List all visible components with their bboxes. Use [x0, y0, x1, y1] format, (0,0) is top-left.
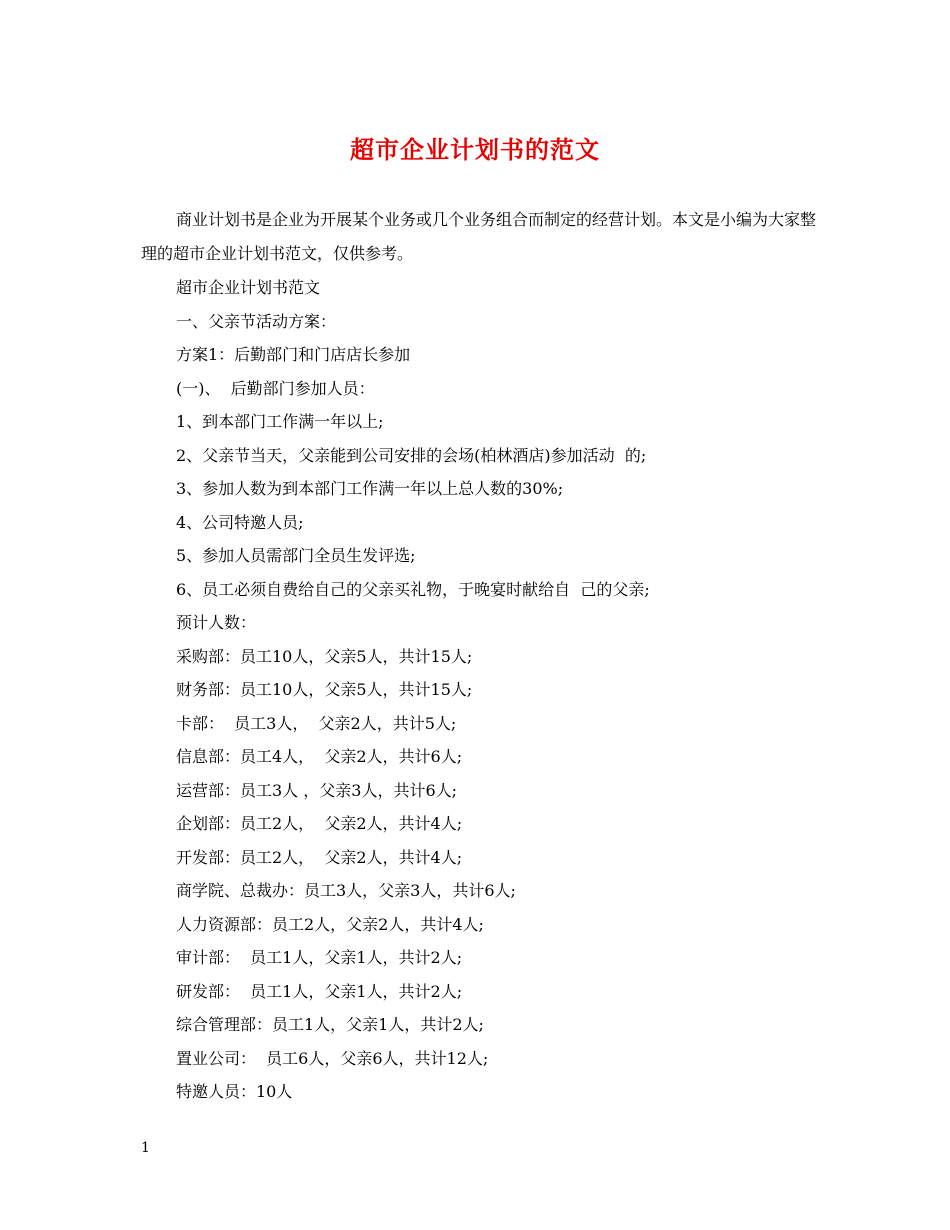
text-line: 卡部： 员工3人， 父亲2人，共计5人;: [176, 713, 457, 733]
text-line: 综合管理部：员工1人，父亲1人，共计2人;: [176, 1015, 484, 1034]
text-line: 超市企业计划书范文: [176, 278, 321, 297]
text-line: 一、父亲节活动方案：: [176, 311, 337, 331]
text-line: 采购部：员工10人，父亲5人，共计15人;: [176, 646, 473, 666]
text-line: 开发部：员工2人， 父亲2人，共计4人;: [176, 847, 463, 867]
text-line: 1、到本部门工作满一年以上;: [176, 412, 384, 431]
document-body: [141, 203, 816, 1109]
text-line: 审计部： 员工1人，父亲1人，共计2人;: [176, 948, 463, 967]
text-line: 财务部：员工10人，父亲5人，共计15人;: [176, 680, 473, 699]
page-number: 1: [141, 1140, 150, 1156]
text-line: (一)、 后勤部门参加人员：: [176, 378, 375, 398]
text-line: 特邀人员：10人: [176, 1082, 293, 1101]
text-line: 运营部：员工3人 ，父亲3人，共计6人;: [176, 780, 458, 800]
text-line: 企划部：员工2人， 父亲2人，共计4人;: [176, 814, 463, 833]
text-line: 3、参加人数为到本部门工作满一年以上总人数的30%;: [176, 479, 564, 498]
text-line: 5、参加人员需部门全员生发评选;: [176, 546, 416, 565]
text-line: 6、员工必须自费给自己的父亲买礼物，于晚宴时献给自 己的父亲;: [176, 579, 650, 599]
text-line: 信息部：员工4人， 父亲2人，共计6人;: [176, 747, 463, 766]
text-line: 2、父亲节当天，父亲能到公司安排的会场(柏林酒店)参加活动 的;: [176, 445, 647, 465]
text-line: 预计人数：: [176, 613, 257, 632]
text-line: 人力资源部：员工2人，父亲2人，共计4人;: [176, 914, 484, 934]
document-title: 超市企业计划书的范文: [350, 135, 600, 164]
text-line: 方案1：后勤部门和门店店长参加: [176, 345, 411, 364]
intro-paragraph: 商业计划书是企业为开展某个业务或几个业务组合而制定的经营计划。本文是小编为大家整理的超市企业计划书范文，仅供参考。: [141, 210, 817, 263]
text-line: 4、公司特邀人员;: [176, 512, 304, 532]
text-line: 研发部： 员工1人，父亲1人，共计2人;: [176, 981, 463, 1001]
text-line: 商学院、总裁办：员工3人，父亲3人，共计6人;: [176, 881, 516, 900]
text-line: 置业公司： 员工6人，父亲6人，共计12人;: [176, 1048, 489, 1068]
